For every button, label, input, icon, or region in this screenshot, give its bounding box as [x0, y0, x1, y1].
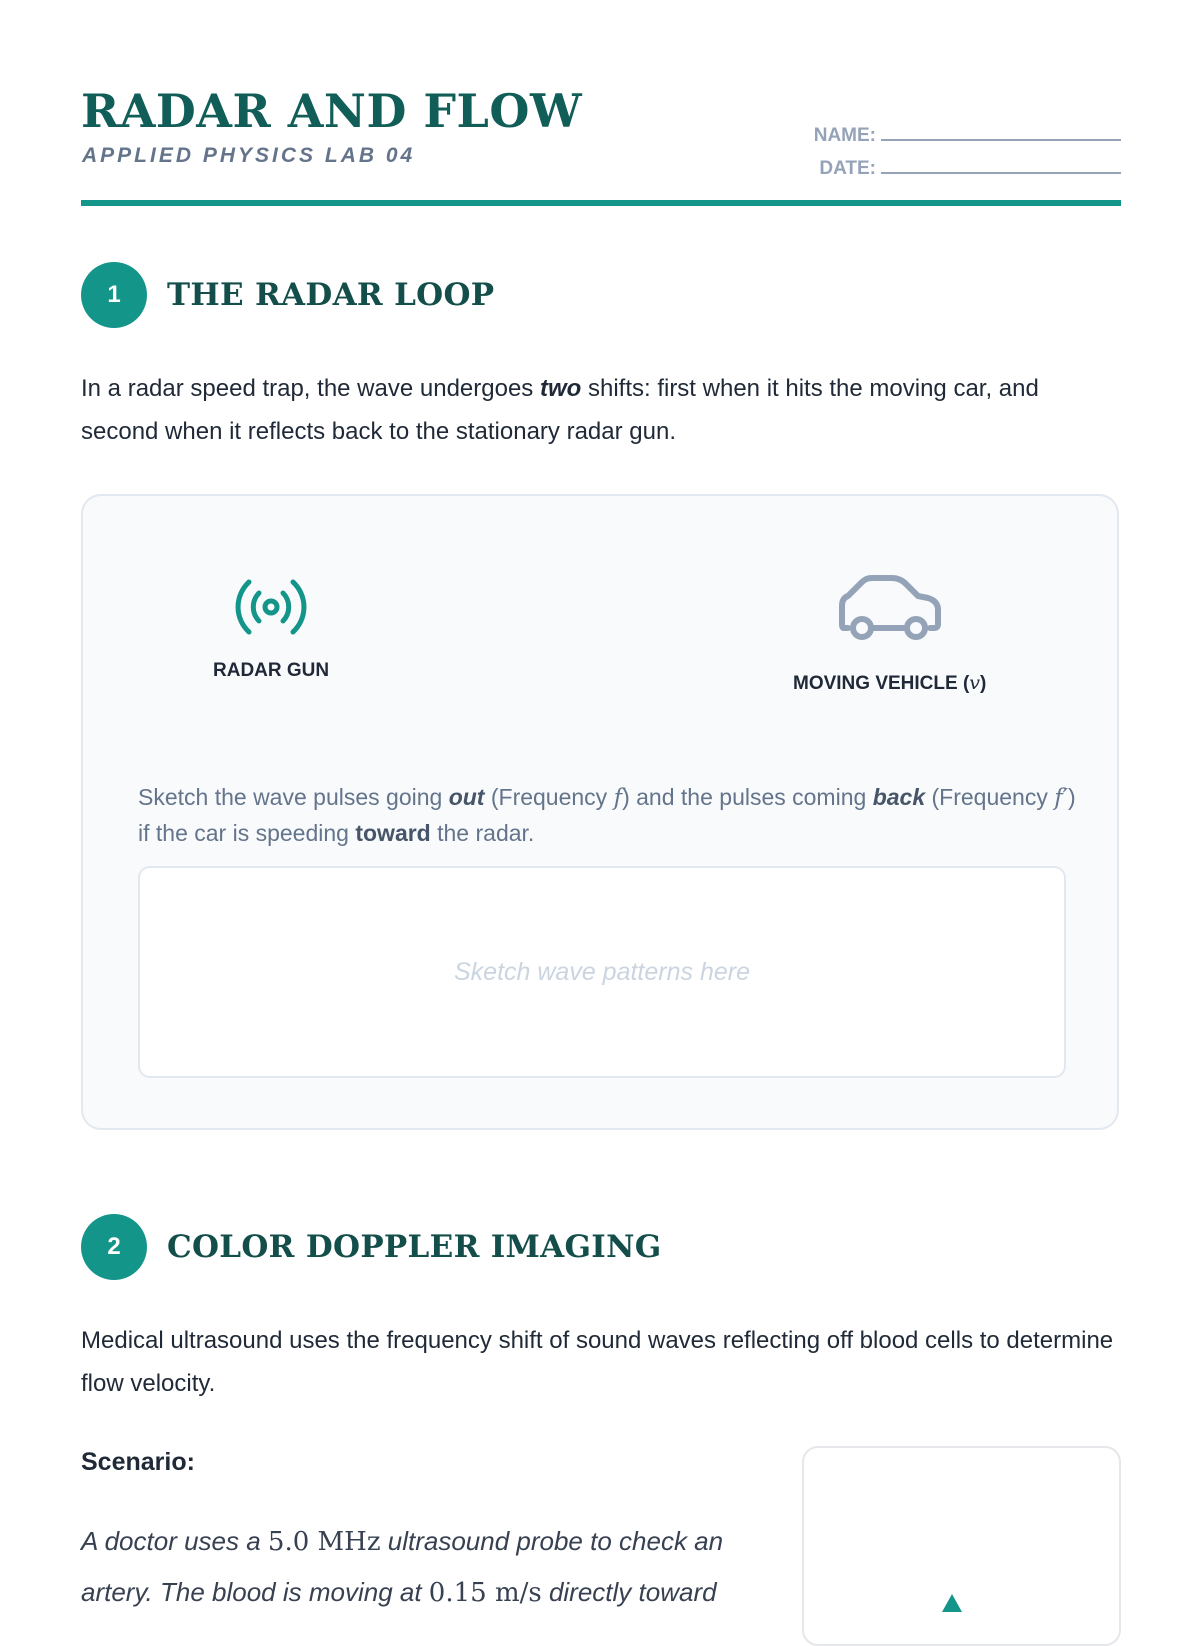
intro-text-end: shifts: first when it hits the moving car, and second when it reflects back to the stationary radar gun.: [81, 375, 1039, 445]
section-2-intro: Medical ultrasound uses the frequency shift of sound waves reflecting off blood cells to determine flow velocity.: [81, 1327, 1114, 1397]
instr-text: ) and the pulses coming: [622, 784, 873, 810]
scenario-text: [81, 1516, 761, 1618]
instr-text: (Frequency: [484, 784, 614, 810]
header-divider: [81, 200, 1121, 206]
date-field[interactable]: [881, 172, 1121, 174]
instr-back: back: [872, 784, 926, 810]
scenario-part: ultrasound probe to check an artery. The blood is moving at: [81, 1526, 724, 1607]
vehicle-node: [793, 574, 986, 695]
date-label: DATE:: [819, 158, 876, 179]
vehicle-label: [793, 672, 986, 695]
scenario-label: Scenario:: [81, 1448, 195, 1476]
worksheet-page: [81, 0, 1121, 1608]
student-info: [801, 114, 1121, 180]
probe-marker-icon: [932, 1592, 972, 1612]
blood-velocity: 0.15 m/s: [428, 1578, 542, 1608]
radar-gun-label: RADAR GUN: [213, 660, 330, 681]
name-label: NAME:: [813, 125, 876, 146]
radar-gun-node: [213, 574, 329, 682]
instr-text: Sketch the wave pulses going: [138, 784, 449, 810]
ultrasound-figure-card: [802, 1446, 1121, 1646]
section-1-intro: [81, 367, 1121, 453]
radar-diagram-panel: [81, 494, 1119, 1130]
probe-frequency: 5.0 MHz: [267, 1527, 381, 1557]
section-1-title: THE RADAR LOOP: [167, 277, 495, 313]
intro-emphasis: two: [539, 375, 582, 402]
vehicle-label-text: MOVING VEHICLE (: [793, 673, 970, 694]
frequency-f: f: [613, 785, 623, 811]
section-1-badge: 1: [81, 262, 147, 328]
scenario-part: directly toward: [541, 1577, 717, 1607]
vehicle-label-end: ): [980, 673, 987, 694]
section-2-badge: 2: [81, 1214, 147, 1280]
section-2-header: [81, 1214, 661, 1280]
name-field[interactable]: [881, 139, 1121, 141]
sketch-area[interactable]: [138, 866, 1066, 1078]
frequency-f-prime: f′: [1054, 785, 1068, 811]
name-row: [801, 114, 1121, 147]
instr-text: (Frequency: [925, 784, 1055, 810]
instr-text: the radar.: [430, 820, 535, 846]
date-row: [801, 147, 1121, 180]
intro-text: In a radar speed trap, the wave undergoes: [81, 375, 540, 402]
sketch-placeholder: Sketch wave patterns here: [454, 957, 750, 986]
sketch-instructions: [138, 780, 1078, 851]
worksheet-title: RADAR AND FLOW: [81, 84, 583, 138]
car-icon: [838, 574, 942, 644]
instr-toward: toward: [355, 820, 431, 846]
radar-broadcast-icon: [231, 574, 311, 640]
section-1-header: [81, 262, 494, 328]
worksheet-header: [81, 0, 1121, 208]
worksheet-subtitle: APPLIED PHYSICS LAB 04: [82, 144, 416, 167]
instr-out: out: [448, 784, 485, 810]
section-2-title: COLOR DOPPLER IMAGING: [167, 1229, 662, 1265]
velocity-variable: v: [969, 672, 981, 694]
instr-text: ) if the car is speeding: [138, 784, 1076, 846]
scenario-part: A doctor uses a: [81, 1526, 268, 1556]
